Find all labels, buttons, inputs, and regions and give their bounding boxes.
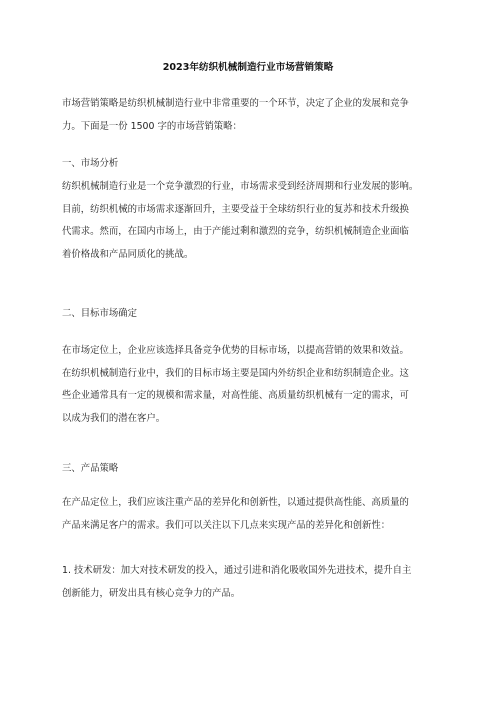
intro-line-2: 力。下面是一份 1500 字的市场营销策略： <box>62 120 242 132</box>
section2-line-1: 在市场定位上，企业应该选择具备竞争优势的目标市场，以提高营销的效果和效益。 <box>62 345 409 356</box>
document-title: 2023年纺织机械制造行业市场营销策略 <box>162 62 334 73</box>
section1-line-3: 代需求。然而，在国内市场上，由于产能过剩和激烈的竞争，纺织机械制造企业面临 <box>62 226 409 237</box>
section2-paragraph <box>62 340 438 430</box>
section3-line-1: 在产品定位上，我们应该注重产品的差异化和创新性，以通过提供高性能、高质量的 <box>62 497 409 508</box>
section1-line-1: 纺织机械制造行业是一个竞争激烈的行业，市场需求受到经济周期和行业发展的影响。 <box>62 181 419 192</box>
section1-paragraph <box>62 176 438 266</box>
section3-paragraph <box>62 492 438 537</box>
section-heading-market-analysis: 一、市场分析 <box>62 158 119 169</box>
section3-line-2: 产品来满足客户的需求。我们可以关注以下几点来实现产品的差异化和创新性： <box>62 519 391 531</box>
item1-line-1: 1. 技术研发：加大对技术研发的投入，通过引进和消化吸收国外先进技术，提升自主 <box>62 565 412 576</box>
section2-line-2: 在纺织机械制造行业中，我们的目标市场主要是国内外纺织企业和纺织制造企业。这 <box>62 367 409 379</box>
section2-line-4: 以成为我们的潜在客户。 <box>62 412 166 424</box>
section-heading-target-market: 二、目标市场确定 <box>62 308 138 319</box>
intro-line-1: 市场营销策略是纺织机械制造行业中非常重要的一个环节，决定了企业的发展和竞争 <box>62 98 409 109</box>
section-heading-product-strategy: 三、产品策略 <box>62 463 119 474</box>
section2-line-3: 些企业通常具有一定的规模和需求量，对高性能、高质量纺织机械有一定的需求，可 <box>62 390 409 401</box>
intro-paragraph <box>62 93 438 138</box>
section1-line-2: 目前，纺织机械的市场需求逐渐回升，主要受益于全球纺织行业的复苏和技术升级换 <box>62 203 409 215</box>
item1-line-2: 创新能力，研发出具有核心竞争力的产品。 <box>62 587 241 599</box>
section1-line-4: 着价格战和产品同质化的挑战。 <box>62 248 194 260</box>
list-item-tech-rnd <box>62 560 438 605</box>
